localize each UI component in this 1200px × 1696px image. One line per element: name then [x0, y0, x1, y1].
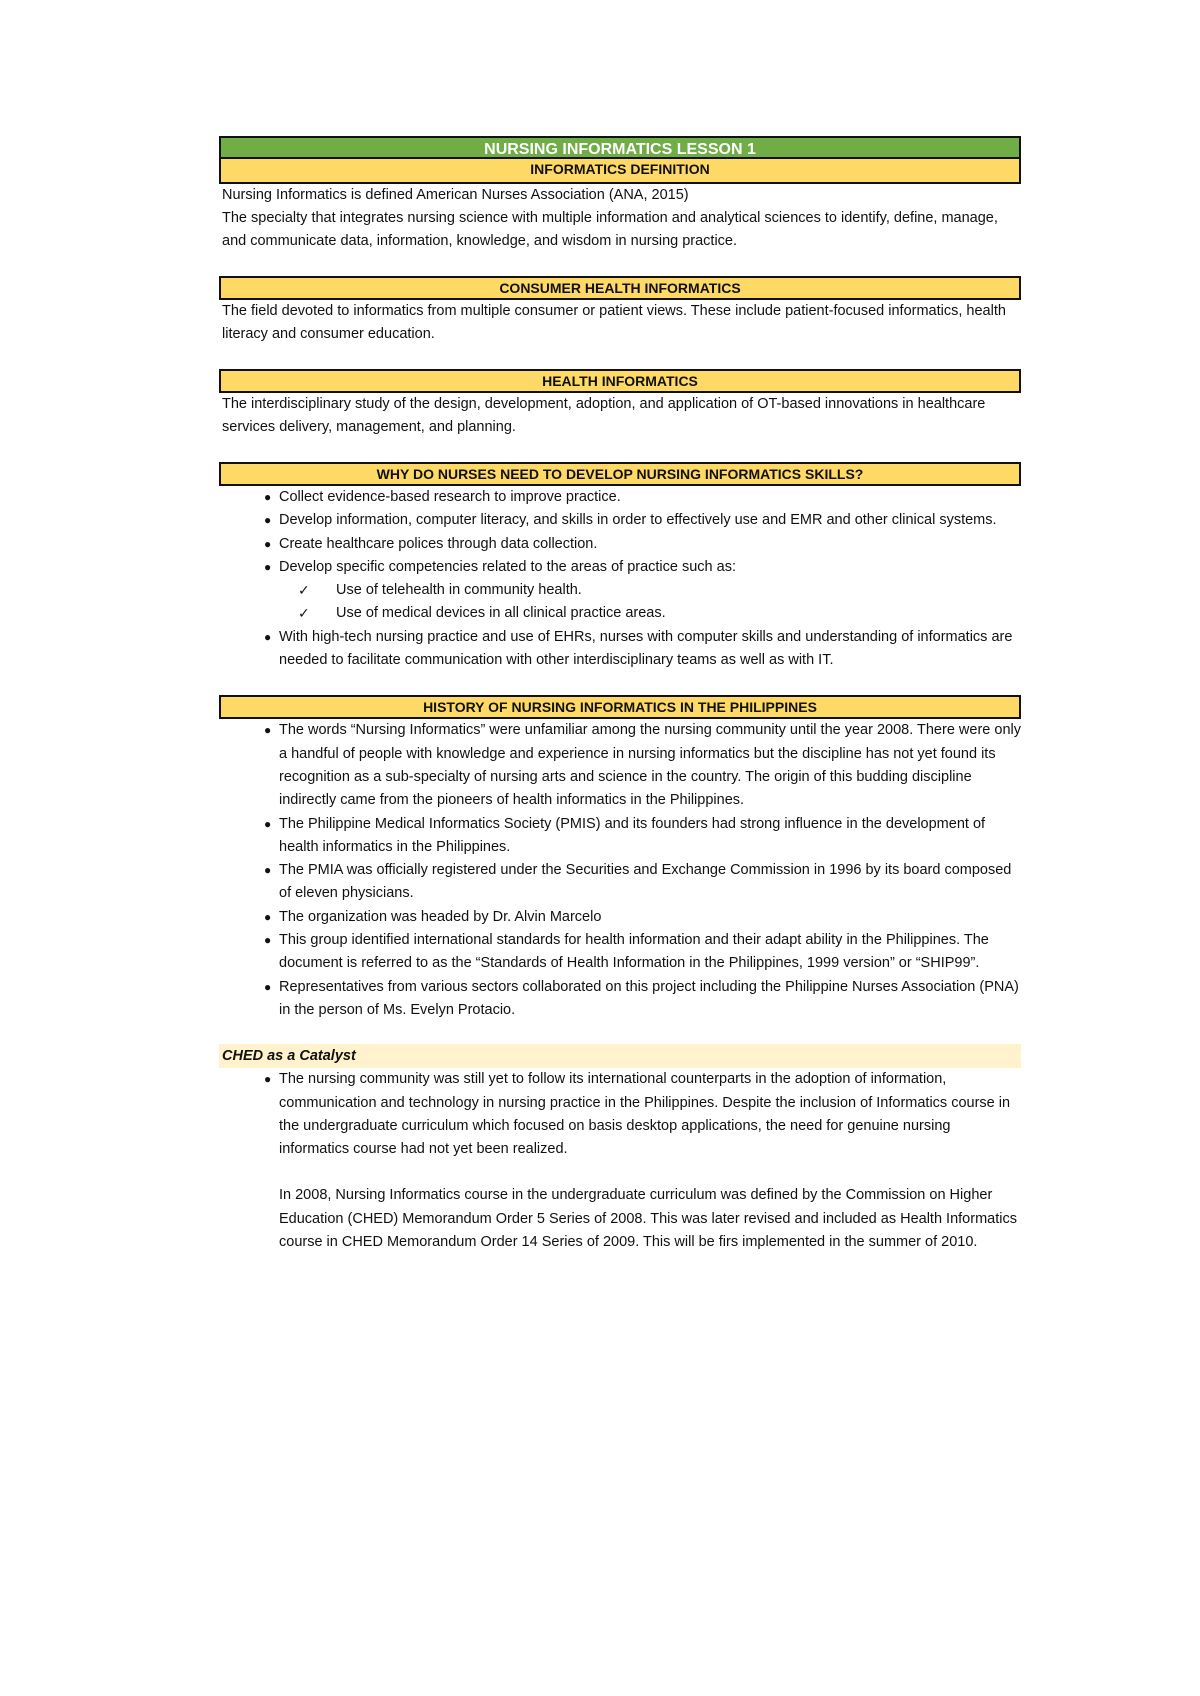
- health-heading: HEALTH INFORMATICS: [219, 369, 1021, 393]
- bullet-dot-icon: ●: [264, 559, 272, 574]
- checkmark-icon: ✓: [298, 582, 310, 599]
- list-item: ● The organization was headed by Dr. Alvin Marcelo: [219, 906, 1021, 929]
- bullet-dot-icon: ●: [264, 723, 272, 738]
- bullet-dot-icon: ●: [264, 1072, 272, 1087]
- check-item: ✓ Use of telehealth in community health.: [219, 579, 1021, 602]
- list-item: ● The nursing community was still yet to follow its international counterparts in the adoption of information, communication and technology in nursing practice in the Philippines. Despite the inclusion of Informatics course in the undergraduate curriculum which focused on basis desktop applications, the need for genuine nursing informatics course had not yet been realized.: [219, 1068, 1021, 1161]
- bullet-dot-icon: ●: [264, 536, 272, 551]
- definition-text: The specialty that integrates nursing science with multiple information and analytical sciences to identify, define, manage, and communicate data, information, knowledge, and wisdom in nursing practice.: [222, 210, 998, 249]
- health-text: The interdisciplinary study of the design, development, adoption, and application of OT-based innovations in healthcare services delivery, management, and planning.: [222, 396, 986, 435]
- bullet-dot-icon: ●: [264, 979, 272, 994]
- ched-bullet-list: [219, 1068, 1021, 1161]
- list-item: ● The words “Nursing Informatics” were unfamiliar among the nursing community until the year 2008. There were only a handful of people with knowledge and experience in nursing informatics but the discipline has not yet found its recognition as a sub-specialty of nursing arts and science in the country. The origin of this budding discipline indirectly came from the pioneers of health informatics in the Philippines.: [219, 719, 1021, 812]
- consumer-heading: CONSUMER HEALTH INFORMATICS: [219, 276, 1021, 300]
- definition-heading: INFORMATICS DEFINITION: [219, 159, 1021, 184]
- list-item: ● Develop specific competencies related to the areas of practice such as:: [219, 556, 1021, 579]
- bullet-dot-icon: ●: [264, 490, 272, 504]
- list-item: ● Develop information, computer literacy, and skills in order to effectively use and EMR and other clinical systems.: [219, 509, 1021, 532]
- why-heading: WHY DO NURSES NEED TO DEVELOP NURSING INFORMATICS SKILLS?: [219, 462, 1021, 486]
- ched-subheading: CHED as a Catalyst: [219, 1044, 1021, 1068]
- list-item: ● The PMIA was officially registered under the Securities and Exchange Commission in 1996 by its board composed of eleven physicians.: [219, 859, 1021, 906]
- consumer-text: The field devoted to informatics from multiple consumer or patient views. These include patient-focused informatics, health literacy and consumer education.: [222, 303, 1006, 342]
- competency-check-list: [219, 579, 1021, 626]
- lesson-title: NURSING INFORMATICS LESSON 1: [219, 136, 1021, 159]
- ched-paragraph: In 2008, Nursing Informatics course in the undergraduate curriculum was defined by the Commission on Higher Education (CHED) Memorandum Order 5 Series of 2008. This was later revised and included as Health Informatics course in CHED Memorandum Order 14 Series of 2009. This will be firs implemented in the summer of 2010.: [279, 1187, 1017, 1251]
- list-item: ● Collect evidence-based research to improve practice.: [219, 486, 1021, 509]
- list-item: ● This group identified international standards for health information and their adapt ability in the Philippines. The document is referred to as the “Standards of Health Information in the Philippines, 1999 version” or “SHIP99”.: [219, 929, 1021, 976]
- list-item: ● With high-tech nursing practice and use of EHRs, nurses with computer skills and understanding of informatics are needed to facilitate communication with other interdisciplinary teams as well as with IT.: [219, 626, 1021, 673]
- history-heading: HISTORY OF NURSING INFORMATICS IN THE PHILIPPINES: [219, 695, 1021, 719]
- list-item: ● The Philippine Medical Informatics Society (PMIS) and its founders had strong influence in the development of health informatics in the Philippines.: [219, 813, 1021, 860]
- document-page: [219, 136, 1021, 1254]
- bullet-dot-icon: ●: [264, 863, 272, 878]
- check-item: ✓ Use of medical devices in all clinical practice areas.: [219, 602, 1021, 625]
- bullet-dot-icon: ●: [264, 816, 272, 831]
- why-bullet-list: [219, 486, 1021, 579]
- why-bullet-list-cont: [219, 626, 1021, 673]
- definition-source: Nursing Informatics is defined American Nurses Association (ANA, 2015): [222, 187, 689, 203]
- history-bullet-list: [219, 719, 1021, 1022]
- list-item: ● Create healthcare polices through data collection.: [219, 533, 1021, 556]
- bullet-dot-icon: ●: [264, 513, 272, 528]
- bullet-dot-icon: ●: [264, 629, 272, 644]
- bullet-dot-icon: ●: [264, 933, 272, 948]
- list-item: ● Representatives from various sectors collaborated on this project including the Philippine Nurses Association (PNA) in the person of Ms. Evelyn Protacio.: [219, 976, 1021, 1023]
- checkmark-icon: ✓: [298, 605, 310, 622]
- bullet-dot-icon: ●: [264, 909, 272, 924]
